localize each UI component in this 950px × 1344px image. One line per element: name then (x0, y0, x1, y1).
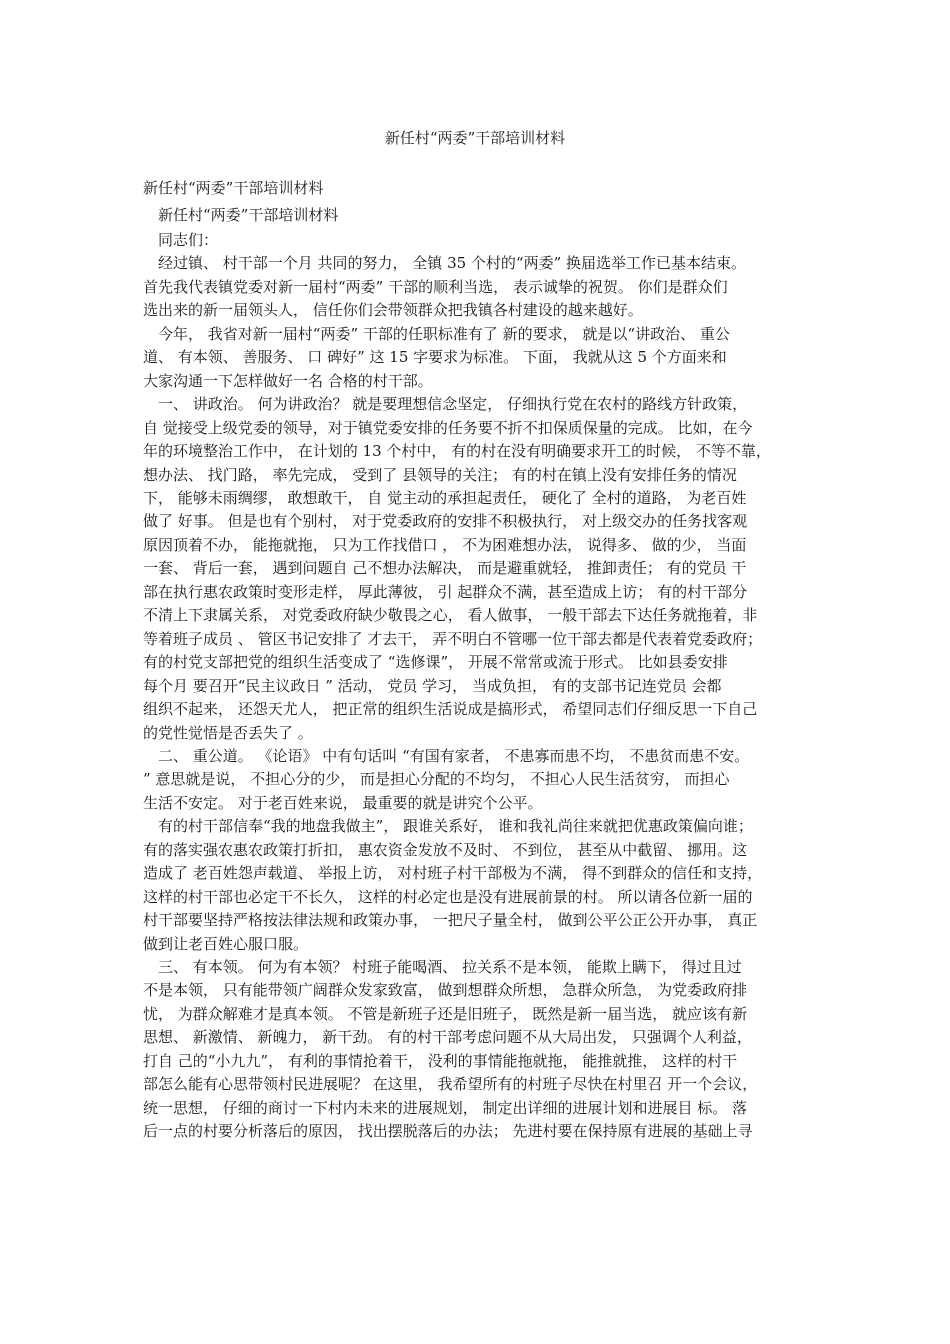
text-line: 有的村党支部把党的组织生活变成了 “选修课”， 开展不常常或流于形式。 比如县委安排 (143, 653, 728, 672)
text-line: 想办法、 找门路， 率先完成， 受到了 县领导的关注； 有的村在镇上没有安排任务的情况 (143, 465, 737, 484)
text-line: 首先我代表镇党委对新一届村“两委” 干部的顺利当选， 表示诚挚的祝贺。 你们是群众们 (143, 277, 728, 296)
text-line: 一套、 背后一套， 遇到问题自 己不想办法解决， 而是避重就轻， 推卸责任； 有的党员 干 (143, 559, 747, 578)
text-line: 大家沟通一下怎样做好一名 合格的村干部。 (143, 371, 433, 390)
text-line: 造成了 老百姓怨声载道、 举报上访， 对村班子村干部极为不满， 得不到群众的信任和支持， (143, 864, 763, 883)
text-line: 村干部要坚持严格按法律法规和政策办事， 一把尺子量全村， 做到公平公正公开办事， 真正 (143, 911, 758, 929)
text-line: 做了 好事。 但是也有个别村， 对于党委政府的安排不积极执行， 对上级交办的任务找客观 (143, 512, 748, 531)
text-line: 新任村“两委”干部培训材料 (143, 206, 339, 224)
text-line: 做到让老百姓心服口服。 (143, 934, 309, 953)
text-line: 这样的村干部也必定干不长久， 这样的村必定也是没有进展前景的村。 所以请各位新一届的 (143, 887, 753, 906)
text-line: 等着班子成员 、 管区书记安排了 才去干， 弄不明白不管哪一位干部去都是代表着党委政府； (143, 629, 763, 648)
text-line: 部在执行惠农政策时变形走样， 厚此薄彼， 引 起群众不满，甚至造成上访； 有的村干部分 (143, 582, 748, 601)
text-line: 经过镇、 村干部一个月 共同的努力， 全镇 35 个村的“两委” 换届选举工作已基本结束。 (143, 254, 747, 273)
text-line: 的党性觉悟是否丢失了 。 (143, 723, 313, 742)
text-line: ” 意思就是说， 不担心分的少， 而是担心分配的不均匀， 不担心人民生活贫穷， 而担心 (143, 770, 730, 789)
text-line: 新任村“两委”干部培训材料 (143, 179, 324, 197)
text-line: 打自 己的“小九九”， 有利的事情抢着干， 没利的事情能拖就拖， 能推就推， 这样的村干 (143, 1051, 738, 1070)
text-line: 思想、 新激情、 新魄力， 新干劲。 有的村干部考虑问题不从大局出发， 只强调个人利益， (143, 1028, 752, 1047)
text-line: 忧， 为群众解难才是真本领。 不管是新班子还是旧班子， 既然是新一届当选， 就应该有新 (143, 1004, 748, 1023)
text-line: 有的落实强农惠农政策打折扣， 惠农资金发放不及时、 不到位， 甚至从中截留、 挪用。这 (143, 840, 748, 859)
text-line: 不清上下隶属关系， 对党委政府缺少敬畏之心， 看人做事， 一般干部去下达任务就拖着，非 (143, 606, 758, 625)
text-line: 统一思想， 仔细的商讨一下村内未来的进展规划， 制定出详细的进展计划和进展目 标。 落 (143, 1098, 748, 1117)
text-line: 同志们： (143, 231, 219, 249)
document-title: 新任村“两委”干部培训材料 (384, 129, 566, 147)
text-line: 不是本领， 只有能带领广阔群众发家致富， 做到想群众所想， 急群众所急， 为党委政府排 (143, 981, 748, 1000)
text-line: 自 觉接受上级党委的领导，对于镇党委安排的任务要不折不扣保质保量的完成。 比如，在今 (143, 418, 753, 437)
text-line: 三、 有本领。 何为有本领？ 村班子能喝酒、 拉关系不是本领， 能欺上瞒下， 得过且过 (143, 957, 742, 976)
text-line: 道、 有本领、 善服务、 口 碑好” 这 15 字要求为标准。 下面， 我就从这 5 个方面来和 (143, 348, 727, 367)
text-line: 有的村干部信奉“我的地盘我做主”， 跟谁关系好， 谁和我礼尚往来就把优惠政策偏向谁； (143, 817, 753, 836)
text-line: 一、 讲政治。 何为讲政治？ 就是要理想信念坚定， 仔细执行党在农村的路线方针政策， (143, 395, 748, 414)
text-line: 部怎么能有心思带领村民进展呢？ 在这里， 我希望所有的村班子尽快在村里召 开一个会议， (143, 1075, 758, 1094)
text-line: 生活不安定。 对于老百姓来说， 最重要的就是讲究个公平。 (143, 793, 543, 812)
text-line: 年的环境整治工作中， 在计划的 13 个村中， 有的村在没有明确要求开工的时候， 不等不靠， (143, 442, 771, 460)
text-line: 二、 重公道。 《论语》 中有句话叫 “有国有家者， 不患寡而患不均， 不患贫而患不安。 (143, 746, 750, 765)
text-line: 组织不起来， 还怨天尤人， 把正常的组织生活说成是搞形式， 希望同志们仔细反思一下自己 (143, 700, 758, 718)
text-line: 下， 能够未雨绸缪， 敢想敢干， 自 觉主动的承担起责任， 硬化了 全村的道路， 为老百姓 (143, 488, 747, 507)
text-line: 后一点的村要分析落后的原因， 找出摆脱落后的办法； 先进村要在保持原有进展的基础上寻 (143, 1122, 753, 1141)
text-line: 每个月 要召开“民主议政日 ” 活动， 党员 学习， 当成负担， 有的支部书记连党员 会都 (143, 676, 722, 695)
text-line: 原因顶着不办， 能拖就拖， 只为工作找借口 ， 不为困难想办法， 说得多、 做的少， 当面 (143, 535, 747, 554)
text-line: 今年， 我省对新一届村“两委” 干部的任职标准有了 新的要求， 就是以“讲政治、 重公 (143, 324, 730, 343)
text-line: 选出来的新一届领头人， 信任你们会带领群众把我镇各村建设的越来越好。 (143, 301, 643, 320)
